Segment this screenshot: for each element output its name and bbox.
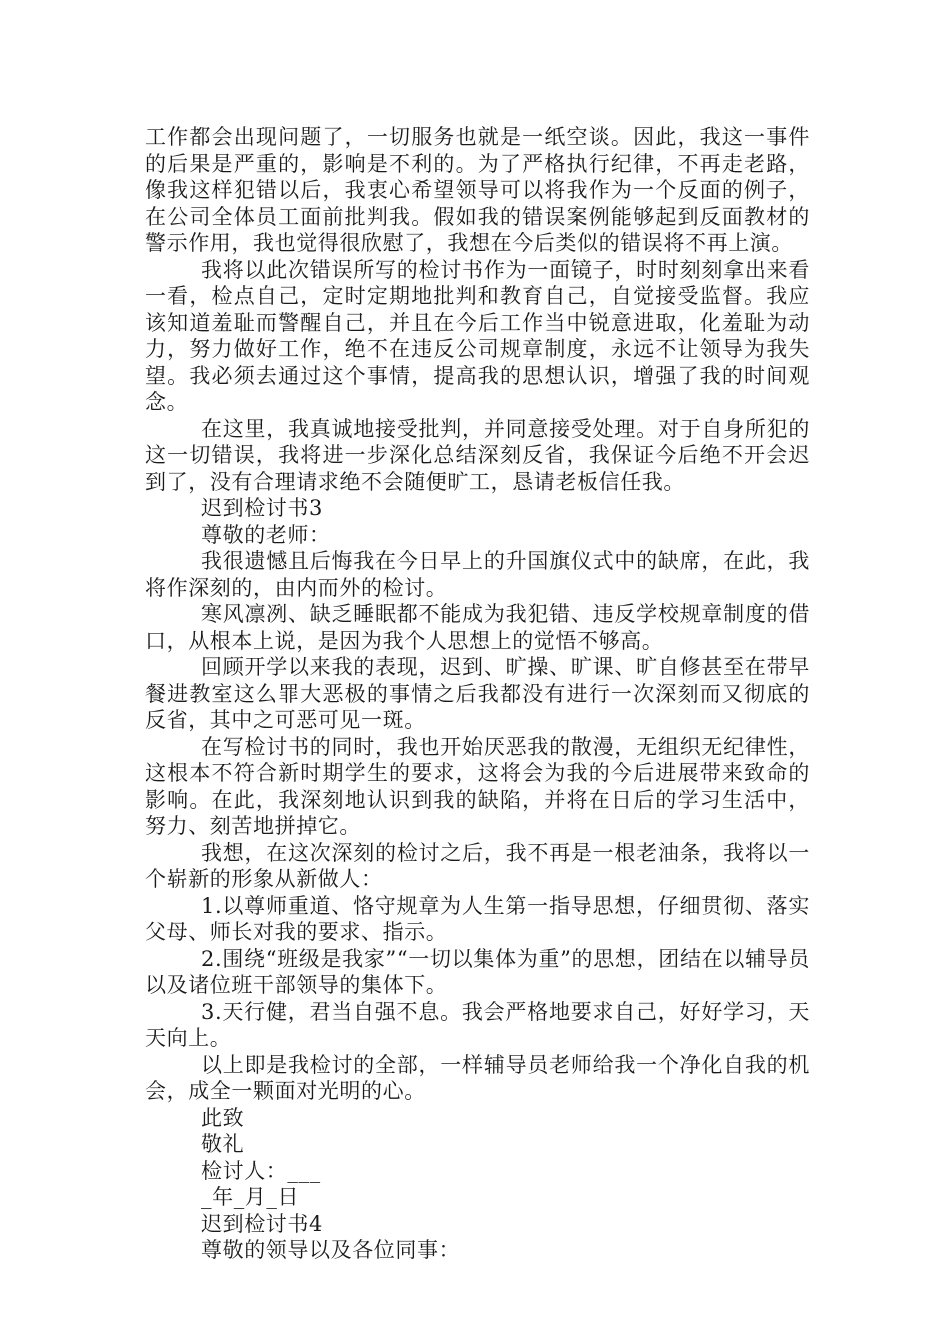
list-item: 2.围绕“班级是我家”“一切以集体为重”的思想，团结在以辅导员以及诸位班干部领导的集体下。	[145, 946, 810, 997]
paragraph: 在写检讨书的同时，我也开始厌恶我的散漫，无组织无纪律性，这根本不符合新时期学生的要求，这将会为我的今后进展带来致命的影响。在此，我深刻地认识到我的缺陷，并将在日后的学习生活中，努力、刻苦地拼掉它。	[145, 734, 810, 838]
closing-line: 此致	[201, 1105, 245, 1130]
closing-line: 敬礼	[201, 1132, 245, 1156]
paragraph: 寒风凛冽、缺乏睡眠都不能成为我犯错、违反学校规章制度的借口，从根本上说，是因为我个人思想上的觉悟不够高。	[145, 602, 810, 653]
date-line: _年_月_日	[201, 1185, 300, 1209]
paragraph: 我很遗憾且后悔我在今日早上的升国旗仪式中的缺席，在此，我将作深刻的，由内而外的检讨。	[145, 549, 810, 600]
list-item: 3.天行健，君当自强不息。我会严格地要求自己，好好学习，天天向上。	[145, 999, 810, 1050]
list-item: 1.以尊师重道、恪守规章为人生第一指导思想，仔细贯彻、落实父母、师长对我的要求、指示。	[145, 893, 810, 944]
paragraph: 回顾开学以来我的表现，迟到、旷操、旷课、旷自修甚至在带早餐进教室这么罪大恶极的事情之后我都没有进行一次深刻而又彻底的反省，其中之可恶可见一斑。	[145, 655, 810, 732]
paragraph: 我将以此次错误所写的检讨书作为一面镜子，时时刻刻拿出来看一看，检点自己，定时定期地批判和教育自己，自觉接受监督。我应该知道羞耻而警醒自己，并且在今后工作当中锐意进取，化羞耻为动力，努力做好工作，绝不在违反公司规章制度，永远不让领导为我失望。我必须去通过这个事情，提高我的思想认识，增强了我的时间观念。	[145, 257, 810, 414]
paragraph: 我想，在这次深刻的检讨之后，我不再是一根老油条，我将以一个崭新的形象从新做人：	[145, 840, 810, 891]
salutation: 尊敬的领导以及各位同事：	[201, 1238, 461, 1262]
paragraph-continuation: 工作都会出现问题了，一切服务也就是一纸空谈。因此，我这一事件的后果是严重的，影响是不利的。为了严格执行纪律，不再走老路，像我这样犯错以后，我衷心希望领导可以将我作为一个反面的例子，在公司全体员工面前批判我。假如我的错误案例能够起到反面教材的警示作用，我也觉得很欣慰了，我想在今后类似的错误将不再上演。	[145, 125, 810, 255]
signature-line: 检讨人：___	[201, 1158, 321, 1183]
paragraph: 在这里，我真诚地接受批判，并同意接受处理。对于自身所犯的这一切错误，我将进一步深化总结深刻反省，我保证今后绝不开会迟到了，没有合理请求绝不会随便旷工，恳请老板信任我。	[145, 416, 810, 494]
paragraph: 以上即是我检讨的全部，一样辅导员老师给我一个净化自我的机会，成全一颗面对光明的心。	[145, 1052, 810, 1103]
section-heading: 迟到检讨书3	[201, 496, 323, 520]
document-body	[145, 124, 810, 1264]
section-heading: 迟到检讨书4	[201, 1211, 323, 1236]
salutation: 尊敬的老师：	[201, 522, 331, 547]
